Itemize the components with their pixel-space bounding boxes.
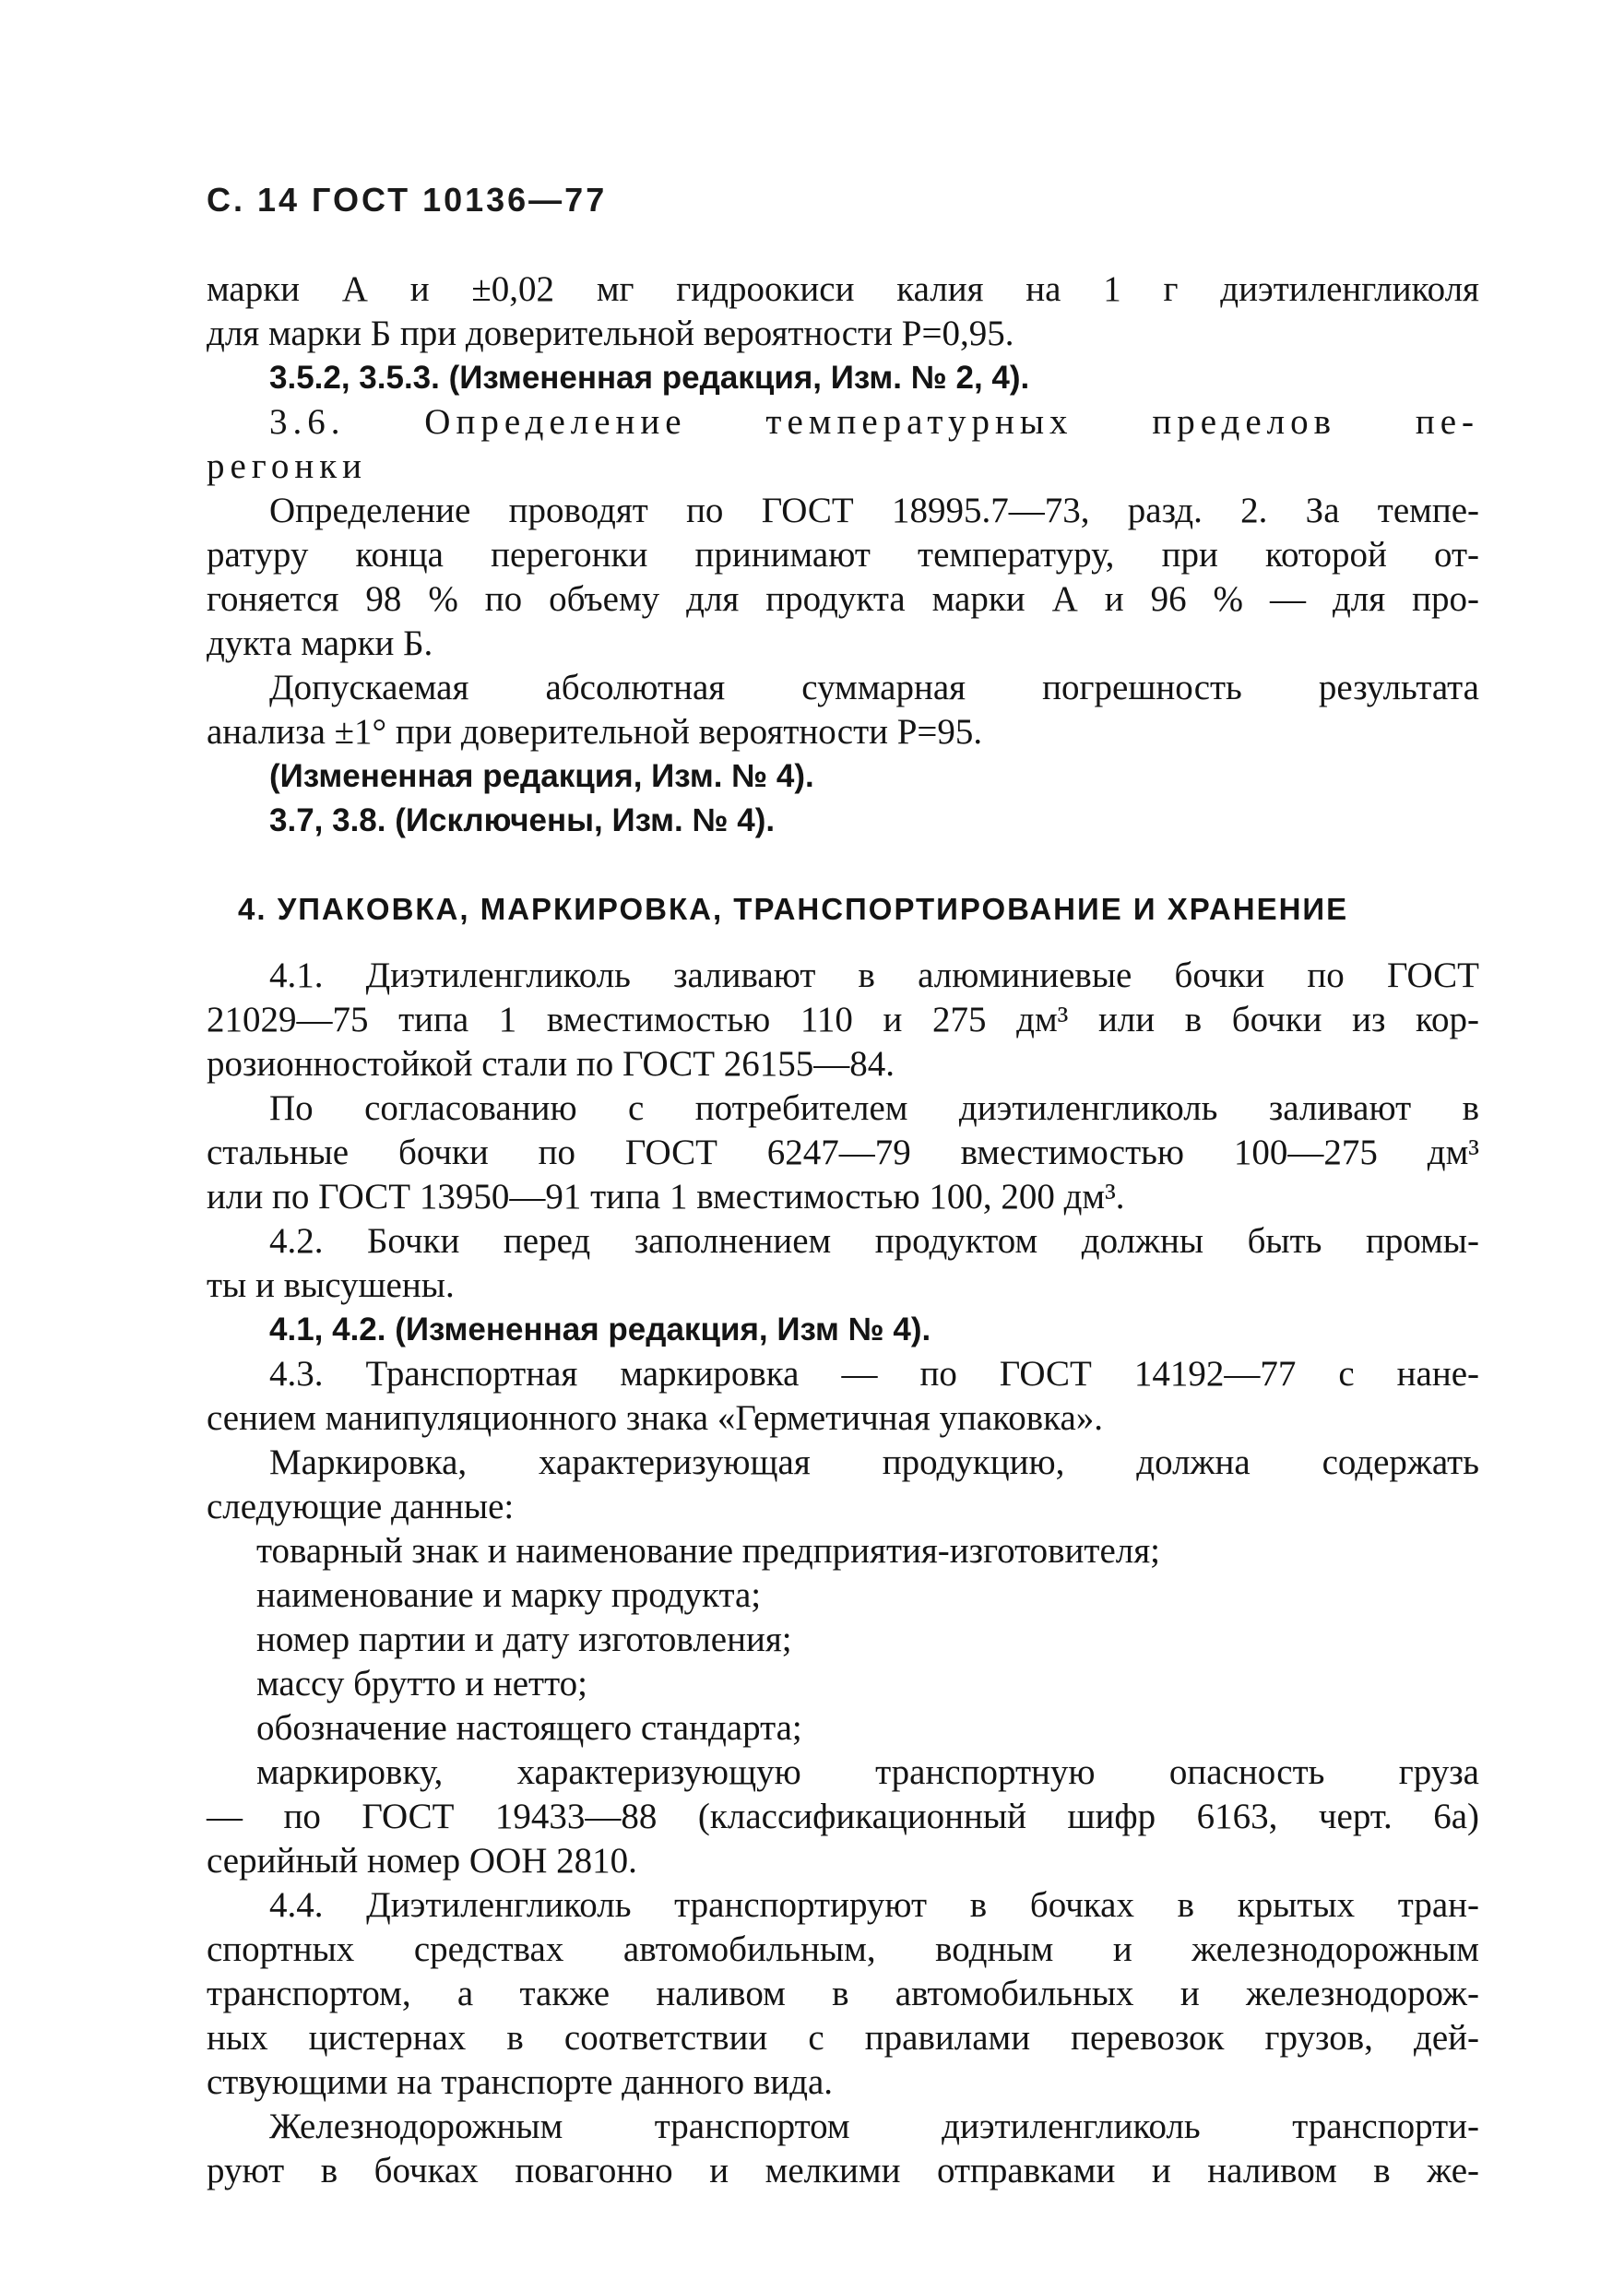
text-line: 4.4. Диэтиленгликоль транспортируют в бочках в крытых тран- [269, 1885, 1479, 1925]
text-line: стальные бочки по ГОСТ 6247—79 вместимостью 100—275 дм³ [207, 1133, 1479, 1172]
text-line: ратуру конца перегонки принимают температуру, при которой от- [207, 535, 1479, 575]
text-line: По согласованию с потребителем диэтиленгликоль заливают в [269, 1088, 1479, 1128]
list-item: наименование и марку продукта; [256, 1575, 762, 1615]
text-line: марки А и ±0,02 мг гидроокиси калия на 1 г диэтиленгликоля [207, 269, 1479, 309]
list-item: товарный знак и наименование предприятия-изготовителя; [256, 1531, 1160, 1571]
text-line: спортных средствах автомобильным, водным и железнодорожным [207, 1929, 1479, 1969]
text-line: или по ГОСТ 13950—91 типа 1 вместимостью 100, 200 дм³. [207, 1177, 1125, 1217]
document-body [207, 267, 1479, 2193]
list-item: номер партии и дату изготовления; [256, 1620, 792, 1659]
text-line: ты и высушены. [207, 1265, 455, 1305]
amendment-note: (Измененная редакция, Изм. № 4). [269, 758, 814, 794]
text-line: Железнодорожным транспортом диэтиленгликоль транспорти- [269, 2107, 1479, 2146]
text-line: — по ГОСТ 19433—88 (классификационный шифр 6163, черт. 6а) [207, 1797, 1479, 1836]
text-line: 4.2. Бочки перед заполнением продуктом должны быть промы- [269, 1221, 1479, 1261]
text-line: ствующими на транспорте данного вида. [207, 2062, 834, 2102]
section-heading: 4. УПАКОВКА, МАРКИРОВКА, ТРАНСПОРТИРОВАНИЕ И ХРАНЕНИЕ [238, 892, 1349, 926]
text-line: гоняется 98 % по объему для продукта марки А и 96 % — для про- [207, 579, 1479, 619]
text-line: сением манипуляционного знака «Герметичная упаковка». [207, 1398, 1104, 1438]
text-line: 4.3. Транспортная маркировка — по ГОСТ 14192—77 с нане- [269, 1354, 1479, 1394]
text-line: дукта марки Б. [207, 623, 433, 663]
text-line: Допускаемая абсолютная суммарная погрешность результата [269, 668, 1479, 707]
amendment-note: 4.1, 4.2. (Измененная редакция, Изм № 4). [269, 1312, 931, 1347]
list-item: массу брутто и нетто; [256, 1664, 587, 1703]
text-line: следующие данные: [207, 1487, 515, 1526]
text-line: для марки Б при доверительной вероятности P=0,95. [207, 314, 1014, 353]
clause-heading: регонки [207, 446, 368, 486]
text-line: транспортом, а также наливом в автомобильных и железнодорож- [207, 1974, 1479, 2013]
amendment-note: 3.7, 3.8. (Исключены, Изм. № 4). [269, 802, 776, 838]
text-line: Маркировка, характеризующая продукцию, должна содержать [269, 1442, 1479, 1482]
text-line: Определение проводят по ГОСТ 18995.7—73, разд. 2. За темпе- [269, 491, 1479, 530]
list-item: маркировку, характеризующую транспортную опасность груза [256, 1752, 1479, 1792]
text-line: 4.1. Диэтиленгликоль заливают в алюминиевые бочки по ГОСТ [269, 956, 1479, 995]
text-line: 21029—75 типа 1 вместимостью 110 и 275 дм³ или в бочки из кор- [207, 1000, 1479, 1039]
text-line: анализа ±1° при доверительной вероятности P=95. [207, 712, 983, 752]
clause-heading: 3.6. Определение температурных пределов пе- [269, 402, 1479, 442]
text-line: розионностойкой стали по ГОСТ 26155—84. [207, 1044, 895, 1084]
amendment-note: 3.5.2, 3.5.3. (Измененная редакция, Изм. № 2, 4). [269, 360, 1030, 396]
list-item: обозначение настоящего стандарта; [256, 1708, 802, 1748]
text-line: серийный номер ООН 2810. [207, 1841, 637, 1881]
text-line: ных цистернах в соответствии с правилами перевозок грузов, дей- [207, 2018, 1479, 2058]
text-line: руют в бочках повагонно и мелкими отправками и наливом в же- [207, 2151, 1479, 2190]
page-header: С. 14 ГОСТ 10136—77 [207, 181, 608, 219]
